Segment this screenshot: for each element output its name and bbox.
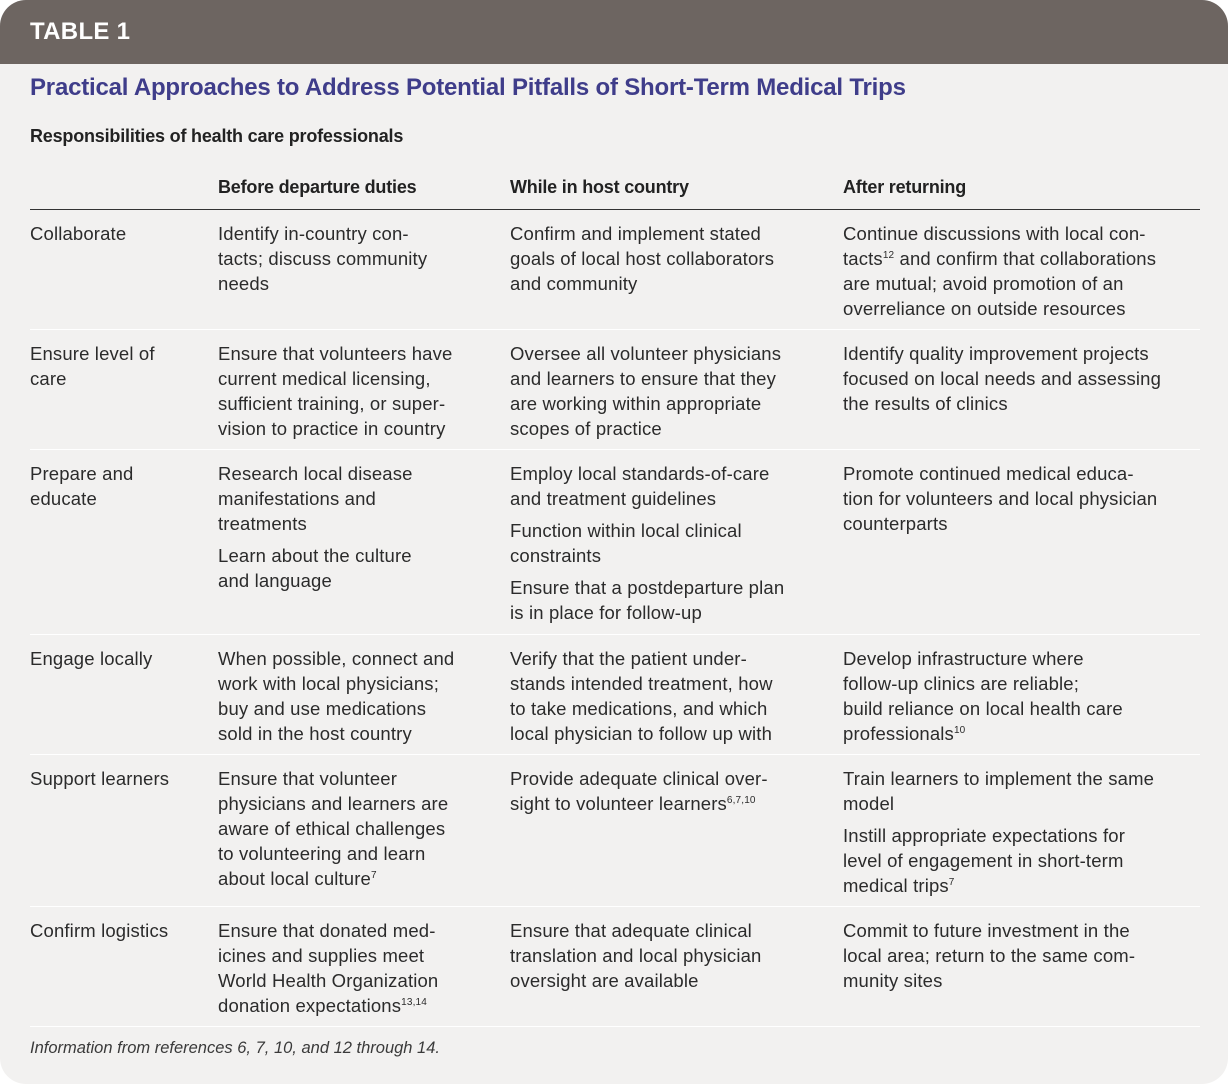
cell-paragraph (510, 518, 784, 568)
column-header-before: Before departure duties (218, 177, 417, 197)
row-ensure-care-after (843, 341, 1161, 416)
cell-line (843, 721, 1123, 746)
cell-line: manifestations and (218, 488, 376, 509)
cell-line: Continue discussions with local con- (843, 223, 1146, 244)
cell-line: Research local disease (218, 463, 413, 484)
cell-line (843, 246, 1156, 271)
cell-line: Function within local clinical (510, 520, 742, 541)
cell-paragraph (510, 575, 784, 625)
cell-line: treatments (218, 513, 307, 534)
row-ensure-care-responsibility (30, 341, 155, 391)
cell-line: When possible, connect and (218, 648, 455, 669)
cell-line: goals of local host collaborators (510, 248, 775, 269)
cell-line: sold in the host country (218, 723, 412, 744)
cell-line: translation and local physician (510, 945, 762, 966)
header-divider (30, 209, 1200, 210)
cell-paragraph (218, 461, 413, 536)
cell-line: Oversee all volunteer physicians (510, 343, 782, 364)
cell-line: to take medications, and which (510, 698, 768, 719)
cell-line: follow-up clinics are reliable; (843, 673, 1079, 694)
cell-line: Instill appropriate expectations for (843, 825, 1126, 846)
row-divider (30, 329, 1200, 330)
cell-line: local physician to follow up with (510, 723, 773, 744)
row-logistics-before (218, 918, 438, 1018)
cell-line: current medical licensing, (218, 368, 431, 389)
row-collaborate-before (218, 221, 427, 296)
row-engage-after (843, 646, 1123, 746)
cell-text: sight to volunteer learners (510, 793, 727, 814)
cell-line: Learn about the culture (218, 545, 412, 566)
row-prepare-before (218, 461, 413, 600)
row-divider (30, 449, 1200, 450)
cell-text: tacts (843, 248, 883, 269)
row-logistics-responsibility: Confirm logistics (30, 920, 169, 941)
cell-line: buy and use medications (218, 698, 427, 719)
cell-line: aware of ethical challenges (218, 818, 446, 839)
row-prepare-responsibility (30, 461, 133, 511)
row-support-before (218, 766, 448, 891)
cell-line: Identify quality improvement projects (843, 343, 1149, 364)
cell-line: are mutual; avoid promotion of an (843, 273, 1124, 294)
cell-line: care (30, 368, 67, 389)
table-footnote: Information from references 6, 7, 10, and 12 through 14. (30, 1039, 440, 1057)
row-ensure-care-during (510, 341, 781, 441)
cell-line: and language (218, 570, 332, 591)
cell-line: constraints (510, 545, 602, 566)
cell-line: Ensure level of (30, 343, 155, 364)
cell-line: is in place for follow-up (510, 602, 702, 623)
row-engage-during (510, 646, 773, 746)
cell-line: local area; return to the same com- (843, 945, 1136, 966)
cell-line: tacts; discuss community (218, 248, 428, 269)
reference-superscript: 12 (882, 250, 895, 261)
cell-line: and learners to ensure that they (510, 368, 777, 389)
column-header-line: professionals (288, 126, 404, 146)
column-header-line: of health care (169, 126, 284, 146)
row-engage-responsibility: Engage locally (30, 648, 153, 669)
cell-line: the results of clinics (843, 393, 1008, 414)
cell-line: Develop infrastructure where (843, 648, 1084, 669)
cell-line (510, 791, 768, 816)
cell-line: physicians and learners are (218, 793, 449, 814)
cell-line (218, 993, 438, 1018)
cell-text: medical trips (843, 875, 949, 896)
row-support-responsibility: Support learners (30, 768, 170, 789)
cell-line: Prepare and (30, 463, 134, 484)
cell-line: scopes of practice (510, 418, 662, 439)
cell-paragraph (218, 543, 413, 593)
cell-text: professionals (843, 723, 954, 744)
reference-superscript: 13,14 (401, 997, 427, 1008)
cell-line: model (843, 793, 895, 814)
cell-line: vision to practice in country (218, 418, 446, 439)
cell-line: munity sites (843, 970, 943, 991)
row-divider (30, 634, 1200, 635)
cell-line: counterparts (843, 513, 948, 534)
column-header-after: After returning (843, 177, 967, 197)
row-collaborate-responsibility: Collaborate (30, 223, 127, 244)
reference-superscript: 7 (371, 870, 377, 881)
cell-line: to volunteering and learn (218, 843, 426, 864)
cell-paragraph (843, 766, 1154, 816)
cell-line: Ensure that volunteer (218, 768, 398, 789)
row-divider (30, 906, 1200, 907)
row-support-after (843, 766, 1154, 905)
cell-paragraph (843, 823, 1154, 898)
table-title: Practical Approaches to Address Potential Pitfalls of Short-Term Medical Trips (30, 74, 906, 101)
reference-superscript: 7 (948, 877, 955, 888)
row-ensure-care-before (218, 341, 452, 441)
cell-line: Ensure that adequate clinical (510, 920, 752, 941)
cell-line: are working within appropriate (510, 393, 762, 414)
row-prepare-during (510, 461, 784, 632)
cell-line: Provide adequate clinical over- (510, 768, 768, 789)
cell-line (843, 873, 1154, 898)
cell-line: Ensure that donated med- (218, 920, 436, 941)
reference-superscript: 10 (953, 725, 966, 736)
table-number: TABLE 1 (30, 18, 131, 45)
cell-line: World Health Organization (218, 970, 439, 991)
cell-line: work with local physicians; (218, 673, 439, 694)
cell-line: sufficient training, or super- (218, 393, 446, 414)
cell-paragraph (510, 461, 784, 511)
row-logistics-during (510, 918, 761, 993)
row-logistics-after (843, 918, 1135, 993)
cell-line: Verify that the patient under- (510, 648, 747, 669)
cell-line: Promote continued medical educa- (843, 463, 1134, 484)
column-header-during: While in host country (510, 177, 689, 197)
row-support-during (510, 766, 768, 816)
row-collaborate-during (510, 221, 774, 296)
cell-line: Employ local standards-of-care (510, 463, 770, 484)
cell-line: Identify in-country con- (218, 223, 409, 244)
cell-line: Train learners to implement the same (843, 768, 1155, 789)
row-engage-before (218, 646, 454, 746)
cell-line: icines and supplies meet (218, 945, 425, 966)
cell-line (218, 866, 448, 891)
cell-line: overreliance on outside resources (843, 298, 1126, 319)
cell-line: educate (30, 488, 97, 509)
row-divider (30, 1026, 1200, 1027)
cell-text: about local culture (218, 868, 371, 889)
row-prepare-after (843, 461, 1157, 536)
cell-line: Commit to future investment in the (843, 920, 1130, 941)
cell-line: Confirm and implement stated (510, 223, 761, 244)
cell-line: and treatment guidelines (510, 488, 717, 509)
row-collaborate-after (843, 221, 1156, 321)
table-header-bar (0, 0, 1228, 64)
cell-line: needs (218, 273, 270, 294)
cell-text: and confirm that collaborations (894, 248, 1157, 269)
cell-line: Ensure that volunteers have (218, 343, 453, 364)
column-header-responsibilities (30, 124, 403, 149)
cell-line: oversight are available (510, 970, 699, 991)
cell-line: and community (510, 273, 638, 294)
column-header-line: Responsibilities (30, 126, 165, 146)
cell-line: focused on local needs and assessing (843, 368, 1162, 389)
cell-line: build reliance on local health care (843, 698, 1123, 719)
cell-line: tion for volunteers and local physician (843, 488, 1158, 509)
cell-line: stands intended treatment, how (510, 673, 773, 694)
cell-line: level of engagement in short-term (843, 850, 1124, 871)
reference-superscript: 6,7,10 (726, 795, 756, 806)
row-divider (30, 754, 1200, 755)
cell-text: donation expectations (218, 995, 402, 1016)
cell-line: Ensure that a postdeparture plan (510, 577, 785, 598)
